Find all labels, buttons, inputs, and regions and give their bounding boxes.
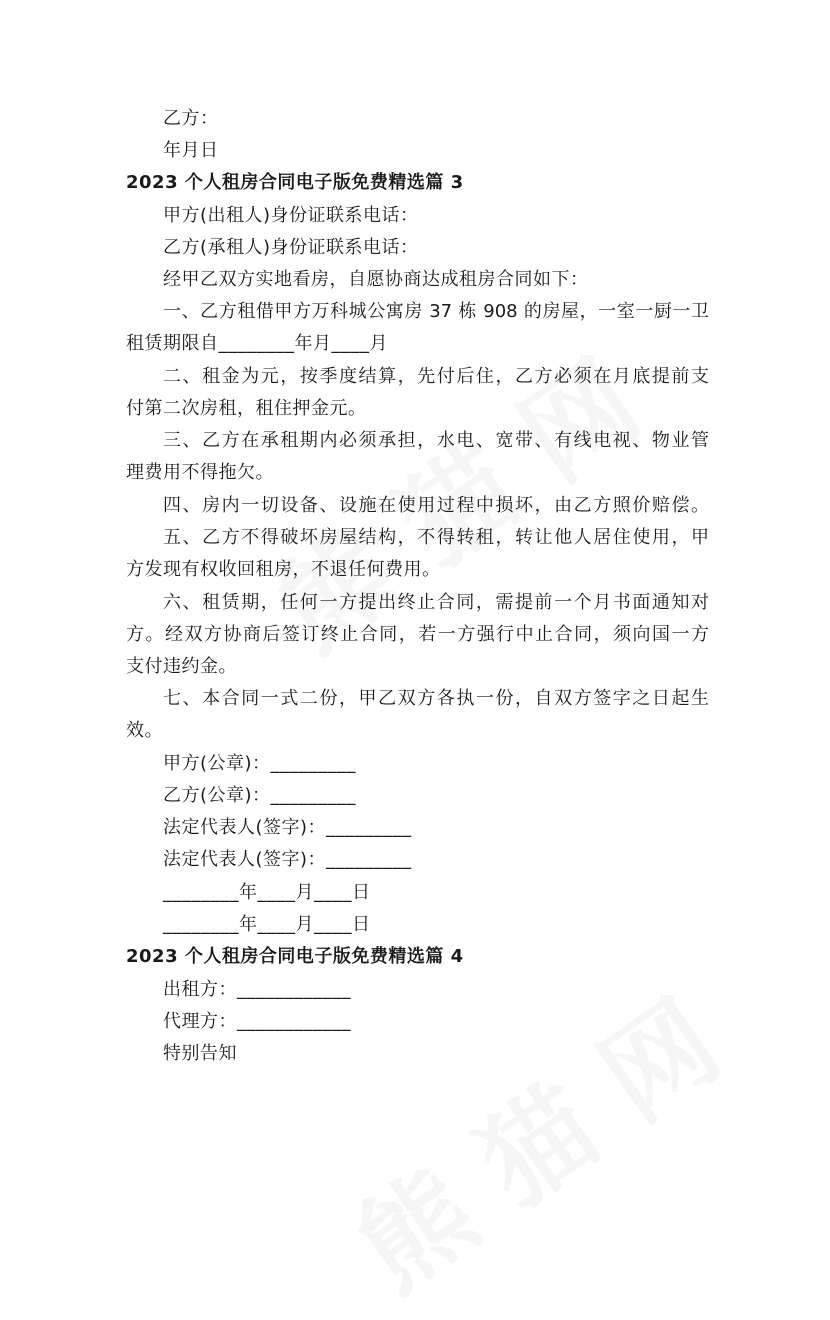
- intro-line: 甲方(出租人)身份证联系电话：: [163, 205, 419, 226]
- clause-line: 方。经双方协商后签订终止合同，若一方强行中止合同，须向国一方: [126, 624, 709, 645]
- clause-line: 二、租金为元，按季度结算，先付后住，乙方必须在月底提前支: [163, 366, 709, 387]
- signature-line: 法定代表人(签字)：_________: [163, 849, 412, 870]
- clause-line: 租赁期限自________年月____月: [126, 333, 388, 354]
- date-signature-line: ________年____月____日: [163, 914, 371, 935]
- clause-line: 七、本合同一式二份，甲乙双方各执一份，自双方签字之日起生: [163, 688, 709, 709]
- clause-line: 一、乙方租借甲方万科城公寓房 37 栋 908 的房屋，一室一厨一卫: [163, 301, 709, 322]
- clause-line: 六、租赁期，任何一方提出终止合同，需提前一个月书面通知对: [163, 592, 709, 613]
- clause-line: 付第二次房租，租住押金元。: [126, 398, 367, 419]
- clause-line: 方发现有权收回租房，不退任何费用。: [126, 559, 441, 580]
- clause-line: 五、乙方不得破坏房屋结构，不得转租，转让他人居住使用，甲: [163, 527, 709, 548]
- intro-line: 乙方(承租人)身份证联系电话：: [163, 237, 419, 258]
- clause-line: 理费用不得拖欠。: [126, 462, 274, 483]
- clause-line: 四、房内一切设备、设施在使用过程中损坏，由乙方照价赔偿。: [163, 495, 709, 516]
- date-line: 年月日: [163, 140, 219, 161]
- clause-line: 三、乙方在承租期内必须承担，水电、宽带、有线电视、物业管: [163, 430, 709, 451]
- agent-line: 代理方：____________: [163, 1011, 351, 1032]
- lessor-line: 出租方：____________: [163, 979, 351, 1000]
- party-b-line: 乙方：: [163, 108, 219, 129]
- date-signature-line: ________年____月____日: [163, 882, 371, 903]
- signature-line: 乙方(公章)：_________: [163, 785, 357, 806]
- clause-line: 支付违约金。: [126, 656, 237, 677]
- signature-line: 甲方(公章)：_________: [163, 753, 357, 774]
- signature-line: 法定代表人(签字)：_________: [163, 817, 412, 838]
- special-notice-line: 特别告知: [163, 1043, 237, 1064]
- intro-line: 经甲乙双方实地看房，自愿协商达成租房合同如下：: [163, 269, 589, 290]
- watermark: [321, 958, 745, 1320]
- section-heading: 2023 个人租房合同电子版免费精选篇 3: [126, 172, 464, 193]
- clause-line: 效。: [126, 720, 163, 741]
- section-heading: 2023 个人租房合同电子版免费精选篇 4: [126, 946, 464, 967]
